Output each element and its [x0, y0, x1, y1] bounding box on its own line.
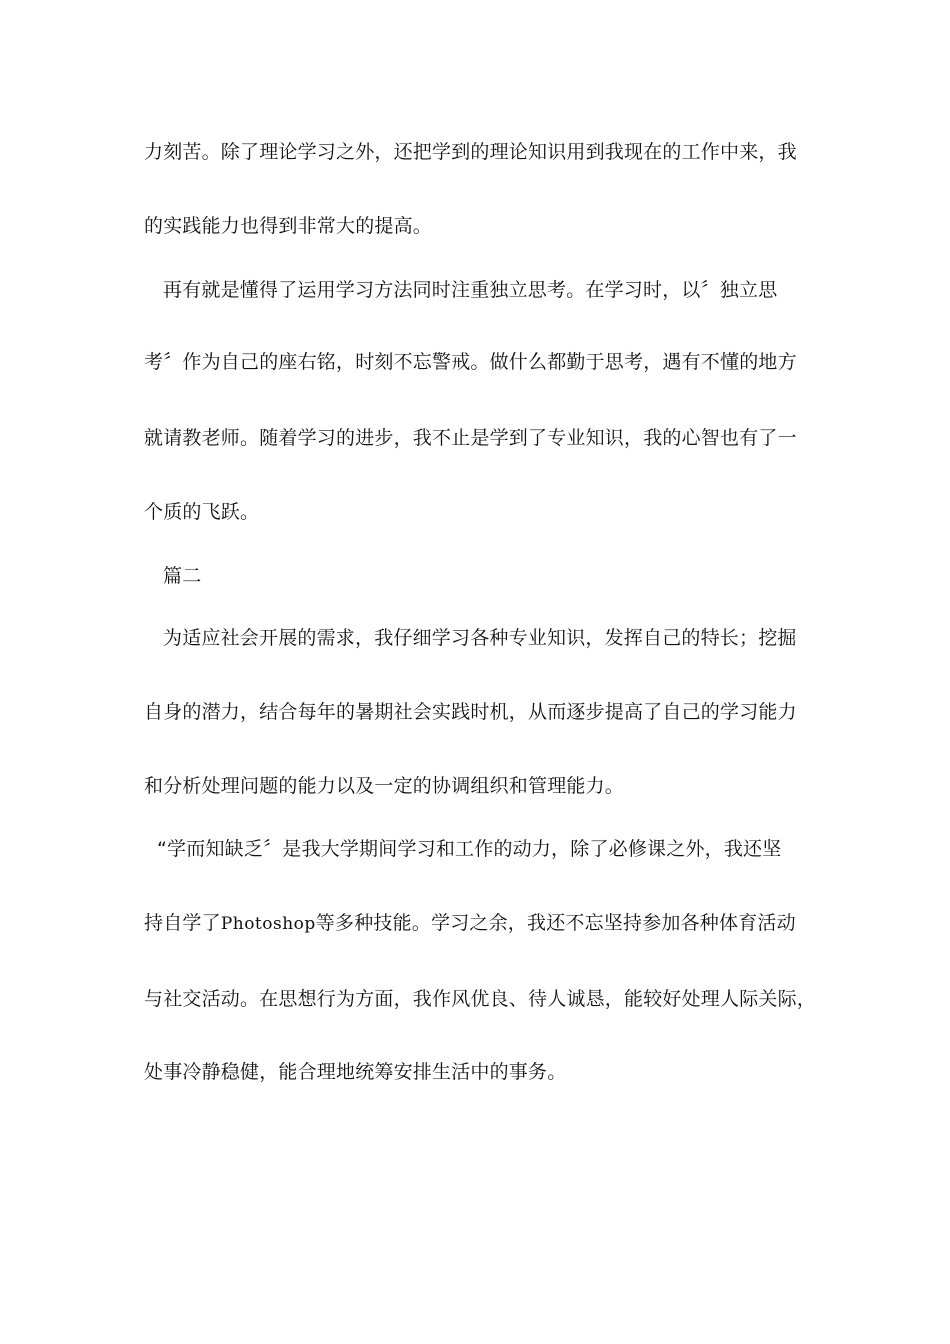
text-segment: 持自学了: [144, 912, 221, 934]
paragraph-start-line: “学而知缺乏〞是我大学期间学习和工作的动力，除了必修课之外，我还坚: [157, 838, 782, 860]
text-line: 的实践能力也得到非常大的提高。: [144, 215, 433, 237]
paragraph-start-line: 为适应社会开展的需求，我仔细学习各种专业知识，发挥自己的特长；挖掘: [163, 627, 797, 649]
text-segment: 等多种技能。学习之余，我还不忘坚持参加各种体育活动: [315, 912, 796, 934]
text-line: 力刻苦。除了理论学习之外，还把学到的理论知识用到我现在的工作中来，我: [144, 141, 797, 163]
text-line: 个质的飞跃。: [144, 501, 260, 523]
paragraph-start-line: 再有就是懂得了运用学习方法同时注重独立思考。在学习时，以〞独立思: [163, 279, 778, 301]
text-line: [144, 910, 824, 937]
software-name: Photoshop: [220, 914, 316, 934]
text-line: 考〞作为自己的座右铭，时刻不忘警戒。做什么都勤于思考，遇有不懂的地方: [144, 351, 797, 373]
text-line: 就请教老师。随着学习的进步，我不止是学到了专业知识，我的心智也有了一: [144, 427, 797, 449]
section-heading: 篇二: [163, 565, 202, 587]
text-line: 与社交活动。在思想行为方面，我作风优良、待人诚恳，能较好处理人际关际，: [144, 988, 817, 1010]
text-line: 自身的潜力，结合每年的暑期社会实践时机，从而逐步提高了自己的学习能力: [144, 701, 797, 723]
text-line: 和分析处理问题的能力以及一定的协调组织和管理能力。: [144, 775, 625, 797]
text-line: 处事冷静稳健，能合理地统筹安排生活中的事务。: [144, 1061, 567, 1083]
